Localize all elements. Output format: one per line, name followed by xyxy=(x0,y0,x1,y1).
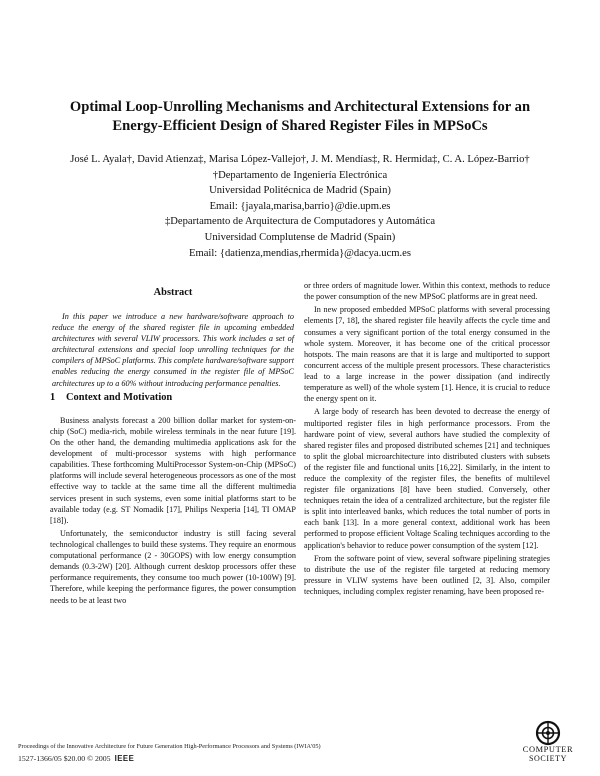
right-paragraph-2: A large body of research has been devoted to decrease the energy of multiported register files in high performance processors. From the hardware point of view, several authors have studied the complexity of shared register files and proposed distributed schemes [21] and techniques to split the global microarchitecture into distributed clusters with subsets of the register file and functional units [16,22]. Similarly, in the intent to reduce the complexity of the register files, the benefits of multilevel register file organizations [8] have been studied. Conversely, other techniques retain the idea of a centralized architecture, but the register file is split into interleaved banks, which reduces the total number of ports in each bank [13]. In a more general context, additional work has been performed to propose efficient Voltage Scaling techniques according to the application's behavior to reduce power consumption of the system [12]. xyxy=(304,407,550,550)
section-1-paragraph-2: Unfortunately, the semiconductor industry is still facing several technological challenges to build these systems. They require an enormous computational performance (2 - 30GOPS) with low energy consumption demands (0.3-2W) [20]. Although current desktop processors offer these performance requirements, they consume too much power (10-100W) [9]. Therefore, while keeping the performance figures, the power consumption needs to be at least two xyxy=(50,528,296,605)
footer-issn-price: 1527-1366/05 $20.00 © 2005 xyxy=(18,754,111,763)
paper-title xyxy=(40,98,560,136)
affiliation-1-university: Universidad Politécnica de Madrid (Spain) xyxy=(209,185,391,197)
author-names: José L. Ayala†, David Atienza‡, Marisa López-Vallejo†, J. M. Mendías‡, R. Hermida‡, C. A. López-Barrio† xyxy=(70,154,530,165)
affiliation-1-department: †Departamento de Ingeniería Electrónica xyxy=(212,169,388,181)
right-column xyxy=(304,280,550,599)
title-line-2: Energy-Efficient Design of Shared Register Files in MPSoCs xyxy=(112,118,488,134)
abstract-text: In this paper we introduce a new hardware/software approach to reduce the energy of the shared register file in upcoming embedded architectures with several VLIW processors. This work includes a set of architectural extensions and special loop unrolling techniques for the compilers of MPSoC platforms. This complete hardware/software support enables reducing the energy consumed in the register file of MPSoC architectures up to a 60% without introducing performance penalties. xyxy=(52,312,294,388)
right-paragraph-continuation: or three orders of magnitude lower. Within this context, methods to reduce the power consumption of the new MPSoC platforms are in great need. xyxy=(304,281,550,302)
affiliation-2-email: Email: {datienza,mendias,rhermida}@dacya.ucm.es xyxy=(188,247,411,259)
computer-society-emblem-icon xyxy=(535,720,561,746)
affiliation-2-university: Universidad Complutense de Madrid (Spain) xyxy=(204,231,396,243)
title-line-1: Optimal Loop-Unrolling Mechanisms and Architectural Extensions for an xyxy=(69,99,531,115)
section-1-paragraph-1: Business analysts forecast a 200 billion dollar market for system-on-chip (SoC) media-rich, mobile wireless terminals in the near future [19]. On the other hand, the demanding multimedia applications ask for the development of multi-processor systems with high performance capabilities. These forthcoming MultiProcessor System-on-Chip (MPSoC) platforms will include several heterogeneous processors as one of the most effective way to tackle at the same time all the different multimedia services present in such systems, even some initial platforms start to be available today (e.g. ST Nomadik [17], Philips Nexperia [14], TI OMAP [18]). xyxy=(50,415,296,525)
affiliation-2-department: ‡Departamento de Arquitectura de Computadores y Automática xyxy=(164,216,436,228)
section-1-number: 1 xyxy=(50,391,56,403)
footer-copyright-line xyxy=(18,755,478,763)
left-column xyxy=(50,286,296,608)
abstract-heading: Abstract xyxy=(153,287,193,298)
section-1-heading xyxy=(50,391,296,404)
right-paragraph-1: In new proposed embedded MPSoC platforms with several processing elements [7, 18], the shared register file heavily affects the cycle time and consumes a very significant portion of the total energy consumed in the whole system. Moreover, it has become one of the critical processor hotspots. The main reasons are that it is large and multiported to support concurrent access of the multiple present processors. These characteristics lead to a large increase in the power dissipation (and indirectly temperature as well) of the whole system [1]. Hence, it is crucial to reduce the energy spent on it. xyxy=(304,305,550,404)
ieee-wordmark: IEEE xyxy=(114,754,135,763)
page-footer xyxy=(18,743,478,763)
logo-line-1: COMPUTER xyxy=(522,745,574,754)
affiliation-1-email: Email: {jayala,marisa,barrio}@die.upm.es xyxy=(209,200,391,212)
computer-society-logo xyxy=(516,720,580,763)
section-1-title: Context and Motivation xyxy=(66,391,173,403)
right-paragraph-3: From the software point of view, several software pipelining strategies to distribute the use of the register file targeted at reducing memory pressure in VLIW systems have been outlined [2, 3]. Also, compiler techniques, including complex register renaming, have been proposed re- xyxy=(304,553,550,597)
footer-proceedings: Proceedings of the Innovative Architecture for Future Generation High-Performance Processors and Systems (IWIA'05) xyxy=(18,743,321,750)
author-block xyxy=(30,152,570,261)
logo-line-2: SOCIETY xyxy=(529,753,567,763)
